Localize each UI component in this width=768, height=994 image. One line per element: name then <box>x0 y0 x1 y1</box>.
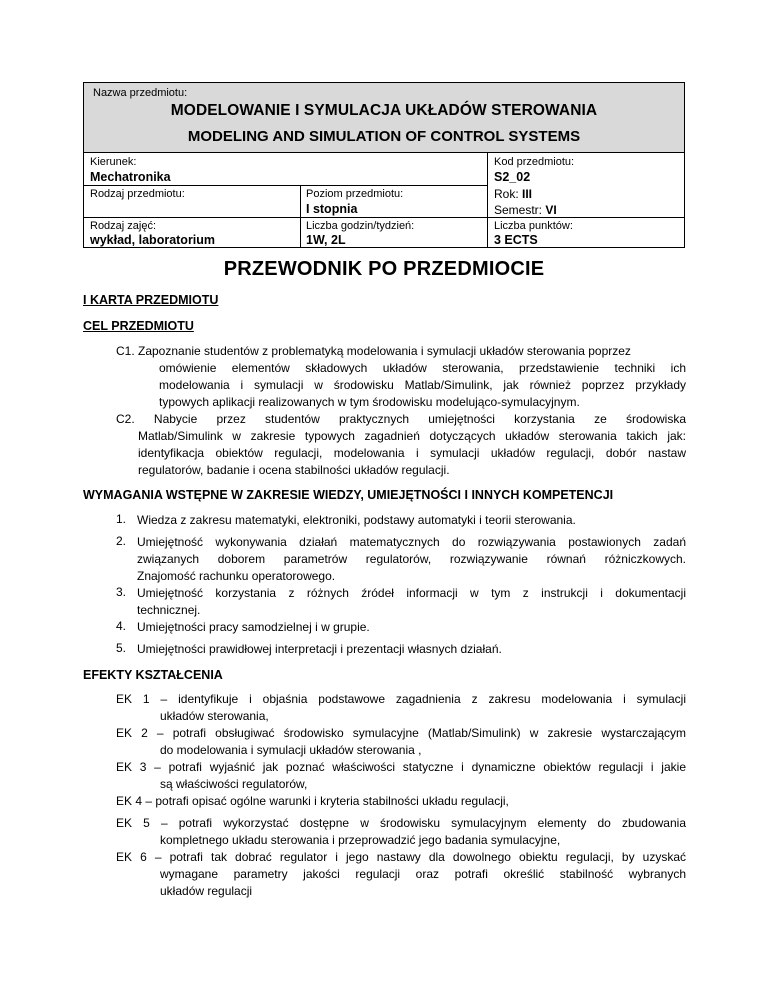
direction-value: Mechatronika <box>90 170 171 184</box>
subject-title-en: MODELING AND SIMULATION OF CONTROL SYSTEMS <box>187 128 581 145</box>
goal-line: identyfikacja obiektów regulacji, modelowania i symulacji układów regulacji, dobór nastaw <box>138 446 686 460</box>
outcome-line: układów regulacji <box>160 884 253 898</box>
req-item <box>137 641 686 658</box>
outcome-line: EK 6 – potrafi tak dobrać regulator i jego nastawy dla dowolnego obiektu regulacji, by uzyskać <box>116 850 686 864</box>
outcome-ek6 <box>116 849 686 900</box>
code-value: S2_02 <box>494 170 531 184</box>
req-line: Umiejętność korzystania z różnych źródeł informacji w tym z instrukcji i dokumentacji <box>137 586 686 600</box>
req-line: związanych doborem parametrów regulatorów, rozwiązywanie równań różniczkowych. <box>137 552 686 566</box>
subject-name-label: Nazwa przedmiotu: <box>93 87 188 99</box>
outcome-ek3 <box>116 759 686 793</box>
hours-value: 1W, 2L <box>306 233 346 247</box>
goal-line: C2. Nabycie przez studentów praktycznych umiejętności korzystania ze środowiska <box>116 412 686 426</box>
req-line: Umiejętności prawidłowej interpretacji i prezentacji własnych działań. <box>137 642 502 656</box>
classes-value: wykład, laboratorium <box>90 233 216 247</box>
goal-c2 <box>116 411 686 479</box>
direction-label: Kierunek: <box>90 156 137 168</box>
req-number: 4. <box>116 619 127 633</box>
hours-label: Liczba godzin/tydzień: <box>306 220 415 232</box>
req-number: 3. <box>116 585 127 599</box>
req-line: Umiejętności pracy samodzielnej i w grupie. <box>137 620 370 634</box>
outcomes-heading: EFEKTY KSZTAŁCENIA <box>83 668 223 682</box>
req-number: 1. <box>116 512 127 526</box>
req-item <box>137 512 686 529</box>
semester-field <box>494 203 557 217</box>
points-value: 3 ECTS <box>494 233 538 247</box>
outcome-line: wymagane parametry jakości regulacji oraz potrafi określić stabilność wybranych <box>160 867 686 881</box>
outcome-line: EK 2 – potrafi obsługiwać środowisko symulacyjne (Matlab/Simulink) w zakresie wystarczającym <box>116 726 686 740</box>
subject-name-box <box>83 82 685 153</box>
goal-line: modelowania i symulacji w środowisku Matlab/Simulink, jak również poprzez przykłady <box>159 378 686 392</box>
outcome-ek5 <box>116 815 686 849</box>
subject-type-label: Rodzaj przedmiotu: <box>90 188 185 200</box>
req-number: 5. <box>116 641 127 655</box>
level-label: Poziom przedmiotu: <box>306 188 404 200</box>
card-heading: I KARTA PRZEDMIOTU <box>83 293 219 307</box>
goal-line: regulatorów, badanie i ocena stabilności układów regulacji. <box>138 463 450 477</box>
goal-c1 <box>116 343 686 411</box>
outcome-line: EK 1 – identyfikuje i objaśnia podstawowe zagadnienia z zakresu modelowania i symulacji <box>116 692 686 706</box>
classes-label: Rodzaj zajęć: <box>90 220 157 232</box>
req-line: Znajomość rachunku operatorowego. <box>137 569 336 583</box>
year-field <box>494 187 532 201</box>
req-number: 2. <box>116 534 127 548</box>
req-item <box>137 619 686 636</box>
goal-line: Matlab/Simulink w zakresie typowych zagadnień dotyczących układów sterowania takich jak: <box>138 429 686 443</box>
outcome-ek4 <box>116 793 686 810</box>
level-value: I stopnia <box>306 202 358 216</box>
outcome-line: układów sterowania, <box>160 709 269 723</box>
req-line: Umiejętność wykonywania działań matematycznych do rozwiązywania postawionych zadań <box>137 535 686 549</box>
goal-line: typowych aplikacji realizowanych w tym środowisku modelująco-symulacyjnym. <box>159 395 580 409</box>
year-label: Rok: <box>494 187 523 201</box>
requirements-heading: WYMAGANIA WSTĘPNE W ZAKRESIE WIEDZY, UMIEJĘTNOŚCI I INNYCH KOMPETENCJI <box>83 488 614 502</box>
req-item <box>137 534 686 585</box>
code-label: Kod przedmiotu: <box>494 156 575 168</box>
page-title: PRZEWODNIK PO PRZEDMIOCIE <box>223 258 545 280</box>
semester-value: VI <box>545 203 557 217</box>
req-item <box>137 585 686 619</box>
outcome-line: EK 5 – potrafi wykorzystać dostępne w środowisku symulacyjnym elementy do zbudowania <box>116 816 686 830</box>
subject-info-table <box>83 152 685 248</box>
outcome-ek2 <box>116 725 686 759</box>
goal-line: C1. Zapoznanie studentów z problematyką modelowania i symulacji układów sterowania poprzez <box>116 344 631 358</box>
goal-line: omówienie elementów składowych układów sterowania, przedstawienie techniki ich <box>159 361 686 375</box>
outcome-ek1 <box>116 691 686 725</box>
subject-title-pl: MODELOWANIE I SYMULACJA UKŁADÓW STEROWANIA <box>170 102 598 119</box>
semester-label: Semestr: <box>494 203 546 217</box>
req-line: technicznej. <box>137 603 201 617</box>
outcome-line: są właściwości regulatorów, <box>160 777 308 791</box>
outcome-line: EK 3 – potrafi wyjaśnić jak poznać właściwości statyczne i dynamiczne obiektów regulacji i jakie <box>116 760 686 774</box>
outcome-line: do modelowania i symulacji układów sterowania , <box>160 743 422 757</box>
outcome-line: kompletnego układu sterowania i przeprowadzić jego badania symulacyjne, <box>160 833 561 847</box>
points-label: Liczba punktów: <box>494 220 573 232</box>
year-value: III <box>522 187 533 201</box>
goal-heading: CEL PRZEDMIOTU <box>83 319 194 333</box>
outcome-line: EK 4 – potrafi opisać ogólne warunki i kryteria stabilności układu regulacji, <box>116 794 509 808</box>
req-line: Wiedza z zakresu matematyki, elektroniki, podstawy automatyki i teorii sterowania. <box>137 513 576 527</box>
